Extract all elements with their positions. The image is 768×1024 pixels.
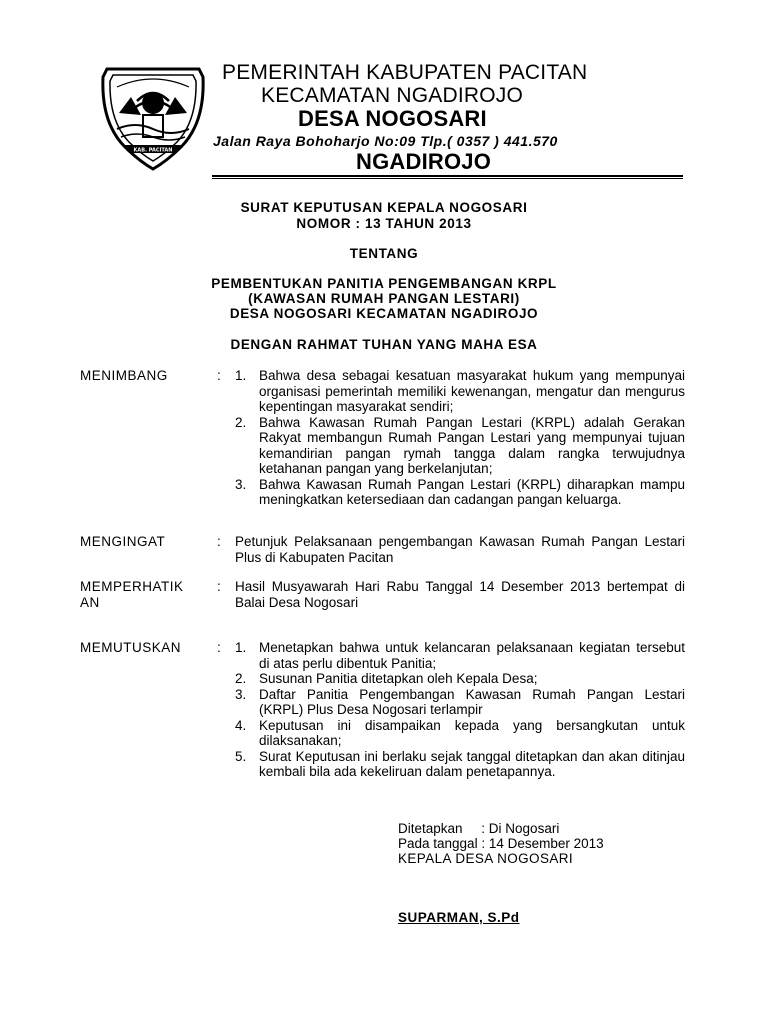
section-colon: : <box>217 368 221 383</box>
document-about-heading: TENTANG <box>349 246 419 261</box>
menimbang-content <box>235 368 685 508</box>
memutuskan-content <box>235 640 685 780</box>
list-item: 1. Bahwa desa sebagai kesatuan masyarakat hukum yang mempunyai organisasi pemerintah memiliki kewenangan, mengatur dan mengurus kepentingan masyarakat sendiri; <box>235 368 685 414</box>
document-type: SURAT KEPUTUSAN KEPALA NOGOSARI <box>240 200 528 215</box>
section-label-memperhatikan: MEMPERHATIK AN <box>80 579 184 610</box>
header-address: Jalan Raya Bohoharjo No:09 Tlp.( 0357 ) 441.570 <box>213 133 558 149</box>
document-subject-line-2: (KAWASAN RUMAH PANGAN LESTARI) <box>248 291 520 306</box>
header-district-title: KECAMATAN NGADIROJO <box>261 84 524 107</box>
list-item: 2. Susunan Panitia ditetapkan oleh Kepala Desa; <box>235 671 538 686</box>
mengingat-content: Petunjuk Pelaksanaan pengembangan Kawasan Rumah Pangan Lestari Plus di Kabupaten Pacitan <box>235 534 685 565</box>
section-label-memutuskan: MEMUTUSKAN <box>80 640 182 655</box>
list-item: 3. Daftar Panitia Pengembangan Kawasan Rumah Pangan Lestari (KRPL) Plus Desa Nogosari terlampir <box>235 686 685 717</box>
header-village-title: DESA NOGOSARI <box>298 106 487 131</box>
list-item: 2. Bahwa Kawasan Rumah Pangan Lestari (KRPL) adalah Gerakan Rakyat membangun Rumah Pangan Lestari yang mempunyai tujuan kemandirian pangan rymah tangga dalam rangka terwujudnya ketahanan pangan yang berkelanjutan; <box>235 414 685 476</box>
section-label-menimbang: MENIMBANG <box>80 368 168 383</box>
svg-text:KAB. PACITAN: KAB. PACITAN <box>133 147 173 154</box>
header-town-title: NGADIROJO <box>356 149 492 174</box>
document-subject-line-1: PEMBENTUKAN PANITIA PENGEMBANGAN KRPL <box>211 276 557 291</box>
section-colon: : <box>217 534 221 549</box>
list-item: 1. Menetapkan bahwa untuk kelancaran pelaksanaan kegiatan tersebut di atas perlu dibentuk Panitia; <box>235 640 685 671</box>
section-colon: : <box>217 579 221 594</box>
signature-place: Ditetapkan : Di Nogosari <box>398 821 560 836</box>
list-item: 5. Surat Keputusan ini berlaku sejak tanggal ditetapkan dan akan ditinjau kembali bila ada kekeliruan dalam penetapannya. <box>235 748 685 779</box>
document-invocation: DENGAN RAHMAT TUHAN YANG MAHA ESA <box>230 337 538 352</box>
signatory-name: SUPARMAN, S.Pd <box>398 910 520 925</box>
signature-date: Pada tanggal : 14 Desember 2013 <box>398 836 604 851</box>
section-label-mengingat: MENGINGAT <box>80 534 166 549</box>
list-item: 3. Bahwa Kawasan Rumah Pangan Lestari (KRPL) diharapkan mampu meningkatkan ketersediaan dan cadangan pangan keluarga. <box>235 476 685 507</box>
pacitan-regency-coat-of-arms-icon <box>97 63 209 173</box>
section-colon: : <box>217 640 221 655</box>
memperhatikan-content: Hasil Musyawarah Hari Rabu Tanggal 14 Desember 2013 bertempat di Balai Desa Nogosari <box>235 579 685 610</box>
header-divider <box>212 175 683 177</box>
list-item: 4. Keputusan ini disampaikan kepada yang bersangkutan untuk dilaksanakan; <box>235 717 685 748</box>
header-divider-thin <box>212 178 683 179</box>
document-number: NOMOR : 13 TAHUN 2013 <box>296 216 472 231</box>
signature-position: KEPALA DESA NOGOSARI <box>398 851 574 866</box>
header-regency-title: PEMERINTAH KABUPATEN PACITAN <box>222 61 588 84</box>
document-subject-line-3: DESA NOGOSARI KECAMATAN NGADIROJO <box>229 306 539 321</box>
